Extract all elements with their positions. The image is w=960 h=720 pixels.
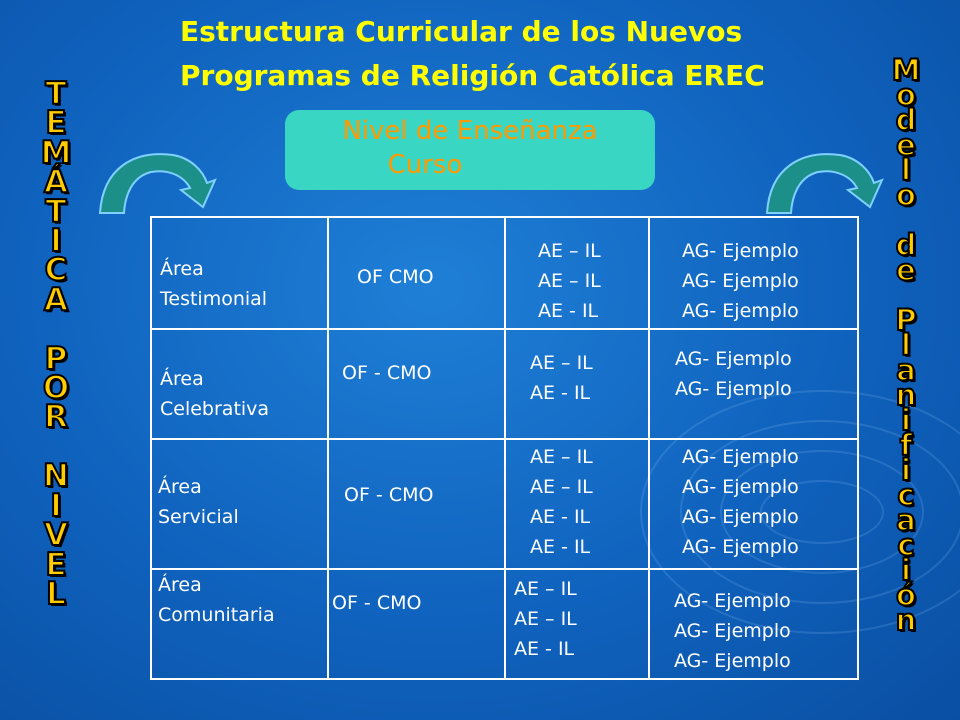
ae-cell xyxy=(538,236,601,326)
title-line-1: Estructura Curricular de los Nuevos xyxy=(180,15,743,48)
level-line-2: Curso xyxy=(387,150,463,180)
area-label: Área xyxy=(158,574,202,596)
ag-cell xyxy=(675,344,792,404)
ag-cell xyxy=(674,586,791,676)
vertical-letter: P xyxy=(895,303,917,337)
vertical-letter: I xyxy=(50,487,62,524)
vertical-letter: i xyxy=(901,403,911,437)
vertical-letter: e xyxy=(896,128,916,162)
vertical-letter: l xyxy=(901,328,911,362)
area-name: Servicial xyxy=(158,506,239,528)
table-row xyxy=(152,440,857,570)
curved-arrow-icon xyxy=(95,145,220,215)
vertical-letter: o xyxy=(896,178,916,212)
ae-item: AE – IL xyxy=(530,476,593,498)
vertical-label-tematica xyxy=(34,76,78,612)
ae-item: AE - IL xyxy=(514,638,575,660)
level-line-1: Nivel de Enseñanza xyxy=(342,116,598,146)
of-cmo-cell: OF - CMO xyxy=(344,484,434,506)
vertical-letter: a xyxy=(896,353,916,387)
ae-cell xyxy=(530,348,593,408)
area-name: Comunitaria xyxy=(158,604,275,626)
vertical-letter: I xyxy=(50,223,62,260)
ag-item: AG- Ejemplo xyxy=(682,270,799,292)
ae-item: AE – IL xyxy=(538,240,601,262)
vertical-letter: M xyxy=(891,53,921,87)
area-cell xyxy=(158,472,239,532)
area-cell xyxy=(158,570,275,630)
ag-cell xyxy=(682,236,799,326)
vertical-letter: Á xyxy=(44,164,68,201)
area-label: Área xyxy=(158,476,202,498)
ag-item: AG- Ejemplo xyxy=(682,536,799,558)
vertical-letter: e xyxy=(896,253,916,287)
area-cell xyxy=(160,254,267,314)
vertical-letter: A xyxy=(44,281,68,318)
ag-item: AG- Ejemplo xyxy=(682,506,799,528)
vertical-letter: c xyxy=(897,528,915,562)
vertical-letter: N xyxy=(43,458,69,495)
ag-item: AG- Ejemplo xyxy=(674,590,791,612)
vertical-letter: a xyxy=(896,503,916,537)
of-cmo-cell: OF - CMO xyxy=(342,362,432,384)
vertical-letter: O xyxy=(42,370,70,407)
ae-item: AE – IL xyxy=(514,578,577,600)
vertical-letter: o xyxy=(896,78,916,112)
vertical-letter: E xyxy=(45,546,67,583)
area-label: Área xyxy=(160,368,204,390)
vertical-letter: d xyxy=(895,103,917,137)
vertical-letter: R xyxy=(44,399,68,436)
vertical-letter: i xyxy=(901,453,911,487)
vertical-letter: L xyxy=(46,575,66,612)
ae-item: AE - IL xyxy=(530,506,591,528)
vertical-letter: M xyxy=(40,134,72,171)
vertical-letter: c xyxy=(897,478,915,512)
ag-item: AG- Ejemplo xyxy=(682,300,799,322)
area-cell xyxy=(160,364,269,424)
of-cmo-cell: OF - CMO xyxy=(332,592,422,614)
vertical-letter: C xyxy=(44,252,68,289)
table-row xyxy=(152,218,857,330)
vertical-letter: n xyxy=(895,603,917,637)
vertical-letter: T xyxy=(45,193,67,230)
ae-item: AE - IL xyxy=(530,536,591,558)
ae-item: AE - IL xyxy=(530,382,591,404)
ag-item: AG- Ejemplo xyxy=(675,378,792,400)
vertical-label-modelo xyxy=(880,53,932,637)
title-line-2: Programas de Religión Católica EREC xyxy=(180,59,765,92)
area-label: Área xyxy=(160,258,204,280)
table-row xyxy=(152,570,857,678)
ae-cell xyxy=(530,442,593,562)
area-name: Testimonial xyxy=(160,288,268,310)
ae-item: AE – IL xyxy=(530,446,593,468)
ae-cell xyxy=(514,574,577,664)
ag-cell xyxy=(682,442,799,562)
table-row xyxy=(152,330,857,440)
ag-item: AG- Ejemplo xyxy=(682,446,799,468)
ag-item: AG- Ejemplo xyxy=(674,620,791,642)
vertical-letter: i xyxy=(901,553,911,587)
vertical-letter: E xyxy=(45,105,67,142)
ag-item: AG- Ejemplo xyxy=(675,348,792,370)
vertical-letter: T xyxy=(45,76,67,112)
vertical-letter: P xyxy=(44,340,68,377)
vertical-letter: d xyxy=(895,228,917,262)
area-name: Celebrativa xyxy=(160,398,270,420)
vertical-letter: f xyxy=(899,428,913,462)
ae-item: AE – IL xyxy=(514,608,577,630)
vertical-letter: V xyxy=(44,517,68,554)
curriculum-table xyxy=(150,216,859,680)
vertical-letter: l xyxy=(901,153,911,187)
level-box xyxy=(285,110,655,190)
ag-item: AG- Ejemplo xyxy=(682,476,799,498)
ag-item: AG- Ejemplo xyxy=(682,240,799,262)
curved-arrow-icon xyxy=(762,145,887,215)
ae-item: AE – IL xyxy=(538,270,601,292)
vertical-letter: ó xyxy=(896,578,916,612)
ag-item: AG- Ejemplo xyxy=(674,650,791,672)
vertical-letter: n xyxy=(895,378,917,412)
ae-item: AE - IL xyxy=(538,300,599,322)
of-cmo-cell: OF CMO xyxy=(357,266,434,288)
slide-title xyxy=(180,10,880,98)
ae-item: AE – IL xyxy=(530,352,593,374)
